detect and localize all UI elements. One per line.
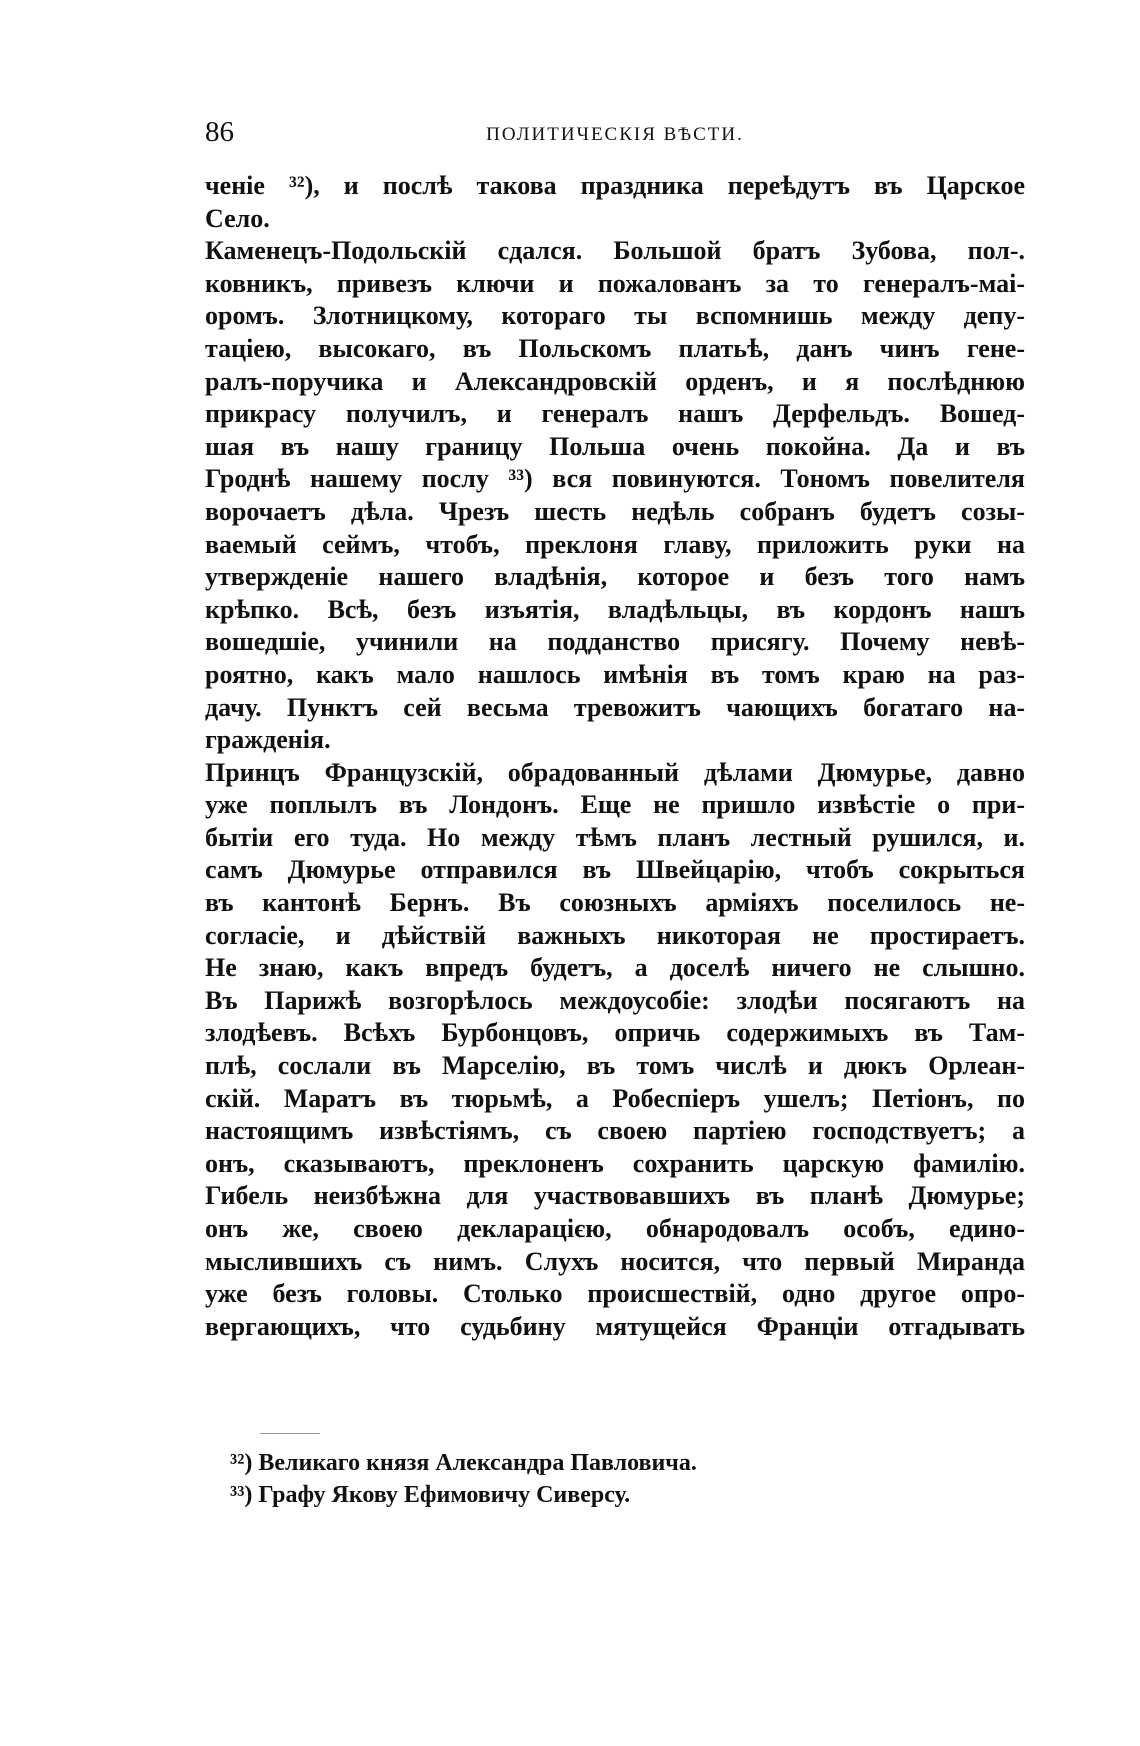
text-line: утвержденіе нашего владѣнія, которое и безъ того намъ — [205, 562, 1025, 592]
footnote-separator — [260, 1433, 320, 1435]
text-line: роятно, какъ мало нашлось имѣнія въ томъ краю на раз- — [205, 659, 1025, 689]
footnotes — [230, 1447, 930, 1511]
text-line: оромъ. Злотницкому, котораго ты вспомнишь между депу- — [205, 301, 1025, 331]
text-line: самъ Дюмурье отправился въ Швейцарію, чтобъ сокрыться — [205, 855, 1025, 885]
text-line: Каменецъ-Подольскій сдался. Большой братъ Зубова, пол-. — [205, 236, 1025, 266]
text-line: уже безъ головы. Столько происшествій, одно другое опро- — [205, 1279, 1025, 1309]
text-line: таціею, высокаго, въ Польскомъ платьѣ, данъ чинъ гене- — [205, 333, 1025, 363]
text-line: согласіе, и дѣйствій важныхъ никоторая не простираетъ. — [205, 920, 1025, 950]
footnote-32: ³²) Великаго князя Александра Павловича. — [230, 1450, 697, 1476]
text-line: Гибель неизбѣжна для участвовавшихъ въ планѣ Дюмурье; — [205, 1181, 1025, 1211]
text-line: Въ Парижѣ возгорѣлось междоусобіе: злодѣи посягаютъ на — [205, 985, 1025, 1015]
text-line: скій. Маратъ въ тюрьмѣ, а Робеспіеръ ушелъ; Петіонъ, по — [205, 1083, 1025, 1113]
text-line: ковникъ, привезъ ключи и пожалованъ за то генералъ-маі- — [205, 268, 1025, 298]
text-line: крѣпко. Всѣ, безъ изъятія, владѣльцы, въ кордонъ нашъ — [205, 594, 1025, 624]
text-line: Принцъ Французскій, обрадованный дѣлами Дюмурье, давно — [205, 757, 1025, 787]
text-line: онъ же, своею декларацією, обнародовалъ особъ, едино- — [205, 1214, 1025, 1243]
footnote-33: ³³) Графу Якову Ефимовичу Сиверсу. — [230, 1482, 631, 1508]
text-line: ченіе ³²), и послѣ такова праздника переѣдутъ въ Царское — [205, 171, 1025, 200]
text-line: шая въ нашу границу Польша очень покойна. Да и въ — [205, 431, 1025, 461]
text-line: Не знаю, какъ впредъ будетъ, а доселѣ ничего не слышно. — [205, 953, 1025, 983]
text-line: злодѣевъ. Всѣхъ Бурбонцовъ, опричь содержимыхъ въ Там- — [205, 1018, 1025, 1048]
text-line: уже поплылъ въ Лондонъ. Еще не пришло извѣстіе о при- — [205, 790, 1025, 820]
text-line: онъ, сказываютъ, преклоненъ сохранить царскую фамилію. — [205, 1148, 1025, 1178]
text-line: прикрасу получилъ, и генералъ нашъ Дерфельдъ. Вошед- — [205, 399, 1025, 429]
text-line: бытіи его туда. Но между тѣмъ планъ лестный рушился, и. — [205, 822, 1025, 852]
running-title: ПОЛИТИЧЕСКІЯ ВѢСТИ. — [486, 124, 744, 145]
text-line: ворочаетъ дѣла. Чрезъ шесть недѣль собранъ будетъ созы- — [205, 496, 1025, 526]
main-text — [205, 170, 1025, 1343]
text-line: Гроднѣ нашему послу ³³) вся повинуются. Тономъ повелителя — [205, 464, 1025, 494]
text-line: настоящимъ извѣстіямъ, съ своею партіею господствуетъ; а — [205, 1116, 1025, 1146]
text-line: гражденія. — [205, 725, 331, 755]
text-line: мыслившихъ съ нимъ. Слухъ носится, что первый Миранда — [205, 1246, 1025, 1276]
text-line: вошедшіе, учинили на подданство присягу. Почему невѣ- — [205, 627, 1025, 657]
text-line: плѣ, сослали въ Марселію, въ томъ числѣ и дюкъ Орлеан- — [205, 1051, 1025, 1081]
page-header — [205, 116, 1025, 156]
text-line: ралъ-поручика и Александровскій орденъ, и я послѣднюю — [205, 366, 1025, 396]
text-line: въ кантонѣ Бернъ. Въ союзныхъ арміяхъ поселилось не- — [205, 888, 1025, 918]
text-line: Село. — [205, 203, 270, 233]
text-line: ваемый сеймъ, чтобъ, преклоня главу, приложить руки на — [205, 529, 1025, 559]
text-line: дачу. Пунктъ сей весьма тревожитъ чающихъ богатаго на- — [205, 692, 1025, 722]
text-line: вергающихъ, что судьбину мятущейся Франціи отгадывать — [205, 1311, 1025, 1341]
page-number: 86 — [205, 116, 234, 148]
